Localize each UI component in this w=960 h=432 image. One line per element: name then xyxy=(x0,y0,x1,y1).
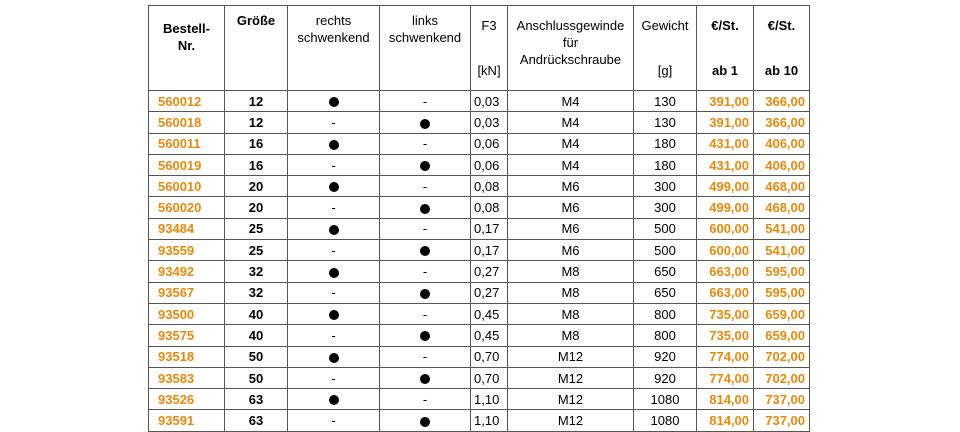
f3-cell: 0,03 xyxy=(471,91,508,112)
size-cell: 63 xyxy=(225,389,288,410)
thread-cell: M8 xyxy=(508,282,634,303)
thread-cell: M6 xyxy=(508,176,634,197)
left-swivel-cell xyxy=(380,197,471,218)
dot-icon xyxy=(329,395,339,405)
f3-cell: 0,08 xyxy=(471,197,508,218)
header-order-number-line1: Bestell- xyxy=(163,21,210,36)
table-row xyxy=(149,176,810,197)
price-10-cell: 595,00 xyxy=(754,261,810,282)
order-number-cell: 560020 xyxy=(149,197,225,218)
size-cell: 40 xyxy=(225,303,288,324)
dash-mark: - xyxy=(422,93,428,109)
size-cell: 20 xyxy=(225,176,288,197)
left-swivel-cell xyxy=(380,303,471,324)
header-price-1 xyxy=(697,6,754,91)
order-number-cell: 560010 xyxy=(149,176,225,197)
price-10-cell: 366,00 xyxy=(754,91,810,112)
f3-cell: 0,27 xyxy=(471,282,508,303)
header-thread-line2: für xyxy=(562,35,579,50)
f3-cell: 0,17 xyxy=(471,218,508,239)
price-1-cell: 391,00 xyxy=(697,91,754,112)
dash-mark: - xyxy=(331,413,336,429)
thread-cell: M4 xyxy=(508,91,634,112)
f3-cell: 0,03 xyxy=(471,112,508,133)
weight-cell: 1080 xyxy=(634,389,697,410)
dash-mark: - xyxy=(422,349,428,365)
dash-mark: - xyxy=(422,136,428,152)
f3-cell: 0,27 xyxy=(471,261,508,282)
thread-cell: M8 xyxy=(508,325,634,346)
f3-cell: 1,10 xyxy=(471,389,508,410)
dot-icon xyxy=(420,331,430,341)
dot-icon xyxy=(329,225,339,235)
f3-cell: 0,06 xyxy=(471,154,508,175)
size-cell: 63 xyxy=(225,410,288,431)
header-right-line1: rechts xyxy=(315,13,352,28)
thread-cell: M4 xyxy=(508,154,634,175)
dash-mark: - xyxy=(331,242,336,258)
order-number-cell: 560018 xyxy=(149,112,225,133)
header-size xyxy=(225,6,288,91)
thread-cell: M12 xyxy=(508,346,634,367)
right-swivel-cell xyxy=(288,112,380,133)
dot-icon xyxy=(329,182,339,192)
size-cell: 20 xyxy=(225,197,288,218)
right-swivel-cell xyxy=(288,197,380,218)
dash-mark: - xyxy=(422,306,428,322)
size-cell: 25 xyxy=(225,240,288,261)
weight-cell: 650 xyxy=(634,282,697,303)
header-order-number xyxy=(149,6,225,91)
left-swivel-cell xyxy=(380,346,471,367)
left-swivel-cell xyxy=(380,410,471,431)
header-f3 xyxy=(471,6,508,91)
price-1-cell: 600,00 xyxy=(697,218,754,239)
dash-mark: - xyxy=(422,221,428,237)
size-cell: 40 xyxy=(225,325,288,346)
table-row xyxy=(149,154,810,175)
dash-mark: - xyxy=(331,114,336,130)
price-1-cell: 663,00 xyxy=(697,282,754,303)
left-swivel-cell xyxy=(380,240,471,261)
f3-cell: 1,10 xyxy=(471,410,508,431)
table-body xyxy=(149,91,810,432)
thread-cell: M12 xyxy=(508,367,634,388)
weight-cell: 180 xyxy=(634,133,697,154)
table-row xyxy=(149,410,810,431)
order-number-cell: 93567 xyxy=(149,282,225,303)
header-order-number-line2: Nr. xyxy=(177,38,196,53)
order-number-cell: 93559 xyxy=(149,240,225,261)
order-number-cell: 93484 xyxy=(149,218,225,239)
right-swivel-cell xyxy=(288,154,380,175)
price-1-cell: 735,00 xyxy=(697,325,754,346)
order-number-cell: 560011 xyxy=(149,133,225,154)
price-10-cell: 737,00 xyxy=(754,389,810,410)
right-swivel-cell xyxy=(288,261,380,282)
order-number-cell: 560012 xyxy=(149,91,225,112)
left-swivel-cell xyxy=(380,154,471,175)
right-swivel-cell xyxy=(288,303,380,324)
left-swivel-cell xyxy=(380,325,471,346)
left-swivel-cell xyxy=(380,112,471,133)
table-row xyxy=(149,261,810,282)
price-1-cell: 600,00 xyxy=(697,240,754,261)
f3-cell: 0,45 xyxy=(471,303,508,324)
left-swivel-cell xyxy=(380,176,471,197)
left-swivel-cell xyxy=(380,218,471,239)
size-cell: 12 xyxy=(225,91,288,112)
thread-cell: M12 xyxy=(508,389,634,410)
dot-icon xyxy=(420,374,430,384)
weight-cell: 650 xyxy=(634,261,697,282)
price-10-cell: 468,00 xyxy=(754,197,810,218)
f3-cell: 0,17 xyxy=(471,240,508,261)
price-10-cell: 659,00 xyxy=(754,303,810,324)
header-right-line2: schwenkend xyxy=(297,30,370,45)
order-number-cell: 560019 xyxy=(149,154,225,175)
order-number-cell: 93492 xyxy=(149,261,225,282)
dot-icon xyxy=(420,417,430,427)
weight-cell: 800 xyxy=(634,325,697,346)
dash-mark: - xyxy=(422,264,428,280)
price-1-cell: 391,00 xyxy=(697,112,754,133)
price-1-cell: 431,00 xyxy=(697,154,754,175)
table-row xyxy=(149,389,810,410)
header-right-swivel xyxy=(288,6,380,91)
price-table xyxy=(148,5,810,432)
right-swivel-cell xyxy=(288,389,380,410)
header-left-line1: links xyxy=(411,13,438,28)
size-cell: 16 xyxy=(225,133,288,154)
table-row xyxy=(149,197,810,218)
header-price-10-label: €/St. xyxy=(767,18,796,33)
right-swivel-cell xyxy=(288,346,380,367)
header-price-1-sub: ab 1 xyxy=(711,63,738,78)
table-row xyxy=(149,346,810,367)
table-row xyxy=(149,367,810,388)
size-cell: 25 xyxy=(225,218,288,239)
price-10-cell: 406,00 xyxy=(754,154,810,175)
f3-cell: 0,45 xyxy=(471,325,508,346)
right-swivel-cell xyxy=(288,240,380,261)
price-10-cell: 541,00 xyxy=(754,218,810,239)
header-price-1-label: €/St. xyxy=(711,18,739,33)
table-row xyxy=(149,218,810,239)
header-weight-label: Gewicht xyxy=(641,18,689,33)
left-swivel-cell xyxy=(380,367,471,388)
dot-icon xyxy=(329,140,339,150)
right-swivel-cell xyxy=(288,91,380,112)
weight-cell: 300 xyxy=(634,197,697,218)
dash-mark: - xyxy=(422,178,428,194)
weight-cell: 920 xyxy=(634,367,697,388)
right-swivel-cell xyxy=(288,176,380,197)
thread-cell: M4 xyxy=(508,133,634,154)
price-10-cell: 737,00 xyxy=(754,410,810,431)
price-1-cell: 431,00 xyxy=(697,133,754,154)
price-1-cell: 735,00 xyxy=(697,303,754,324)
order-number-cell: 93583 xyxy=(149,367,225,388)
right-swivel-cell xyxy=(288,133,380,154)
dash-mark: - xyxy=(331,285,336,301)
table-row xyxy=(149,240,810,261)
size-cell: 32 xyxy=(225,261,288,282)
thread-cell: M6 xyxy=(508,218,634,239)
order-number-cell: 93591 xyxy=(149,410,225,431)
size-cell: 12 xyxy=(225,112,288,133)
dot-icon xyxy=(420,246,430,256)
order-number-cell: 93518 xyxy=(149,346,225,367)
thread-cell: M6 xyxy=(508,197,634,218)
weight-cell: 130 xyxy=(634,112,697,133)
size-cell: 32 xyxy=(225,282,288,303)
header-size-label: Größe xyxy=(236,13,276,28)
left-swivel-cell xyxy=(380,133,471,154)
thread-cell: M8 xyxy=(508,261,634,282)
dot-icon xyxy=(420,119,430,129)
right-swivel-cell xyxy=(288,367,380,388)
thread-cell: M8 xyxy=(508,303,634,324)
size-cell: 50 xyxy=(225,346,288,367)
header-thread xyxy=(508,6,634,91)
right-swivel-cell xyxy=(288,410,380,431)
dot-icon xyxy=(420,289,430,299)
weight-cell: 130 xyxy=(634,91,697,112)
thread-cell: M12 xyxy=(508,410,634,431)
f3-cell: 0,70 xyxy=(471,367,508,388)
price-10-cell: 468,00 xyxy=(754,176,810,197)
header-weight-unit: [g] xyxy=(657,63,673,78)
right-swivel-cell xyxy=(288,282,380,303)
header-f3-label: F3 xyxy=(481,18,497,33)
dash-mark: - xyxy=(331,157,336,173)
header-thread-line1: Anschlussgewinde xyxy=(516,18,625,33)
dot-icon xyxy=(420,161,430,171)
header-price-10-sub: ab 10 xyxy=(764,63,799,78)
price-10-cell: 659,00 xyxy=(754,325,810,346)
dash-mark: - xyxy=(331,200,336,216)
weight-cell: 180 xyxy=(634,154,697,175)
weight-cell: 500 xyxy=(634,218,697,239)
price-1-cell: 814,00 xyxy=(697,389,754,410)
price-10-cell: 366,00 xyxy=(754,112,810,133)
table-row xyxy=(149,282,810,303)
price-10-cell: 406,00 xyxy=(754,133,810,154)
table-row xyxy=(149,91,810,112)
dash-mark: - xyxy=(331,327,336,343)
header-left-swivel xyxy=(380,6,471,91)
order-number-cell: 93526 xyxy=(149,389,225,410)
weight-cell: 500 xyxy=(634,240,697,261)
thread-cell: M6 xyxy=(508,240,634,261)
weight-cell: 800 xyxy=(634,303,697,324)
header-weight xyxy=(634,6,697,91)
table-row xyxy=(149,325,810,346)
header-thread-line3: Andrückschraube xyxy=(519,52,622,67)
price-1-cell: 774,00 xyxy=(697,346,754,367)
dot-icon xyxy=(329,353,339,363)
price-1-cell: 774,00 xyxy=(697,367,754,388)
weight-cell: 1080 xyxy=(634,410,697,431)
dot-icon xyxy=(329,268,339,278)
price-10-cell: 702,00 xyxy=(754,346,810,367)
weight-cell: 920 xyxy=(634,346,697,367)
dot-icon xyxy=(329,97,339,107)
price-1-cell: 814,00 xyxy=(697,410,754,431)
price-10-cell: 595,00 xyxy=(754,282,810,303)
weight-cell: 300 xyxy=(634,176,697,197)
left-swivel-cell xyxy=(380,261,471,282)
dot-icon xyxy=(420,204,430,214)
dash-mark: - xyxy=(422,391,428,407)
price-10-cell: 541,00 xyxy=(754,240,810,261)
size-cell: 50 xyxy=(225,367,288,388)
order-number-cell: 93575 xyxy=(149,325,225,346)
f3-cell: 0,08 xyxy=(471,176,508,197)
header-row xyxy=(149,6,810,91)
table-row xyxy=(149,133,810,154)
header-f3-unit: [kN] xyxy=(477,63,501,78)
price-10-cell: 702,00 xyxy=(754,367,810,388)
right-swivel-cell xyxy=(288,218,380,239)
table-row xyxy=(149,112,810,133)
price-1-cell: 499,00 xyxy=(697,176,754,197)
price-1-cell: 499,00 xyxy=(697,197,754,218)
f3-cell: 0,06 xyxy=(471,133,508,154)
order-number-cell: 93500 xyxy=(149,303,225,324)
table-row xyxy=(149,303,810,324)
header-price-10 xyxy=(754,6,810,91)
price-1-cell: 663,00 xyxy=(697,261,754,282)
f3-cell: 0,70 xyxy=(471,346,508,367)
left-swivel-cell xyxy=(380,389,471,410)
header-left-line2: schwenkend xyxy=(388,30,462,45)
size-cell: 16 xyxy=(225,154,288,175)
dash-mark: - xyxy=(331,370,336,386)
left-swivel-cell xyxy=(380,91,471,112)
dot-icon xyxy=(329,310,339,320)
left-swivel-cell xyxy=(380,282,471,303)
thread-cell: M4 xyxy=(508,112,634,133)
right-swivel-cell xyxy=(288,325,380,346)
